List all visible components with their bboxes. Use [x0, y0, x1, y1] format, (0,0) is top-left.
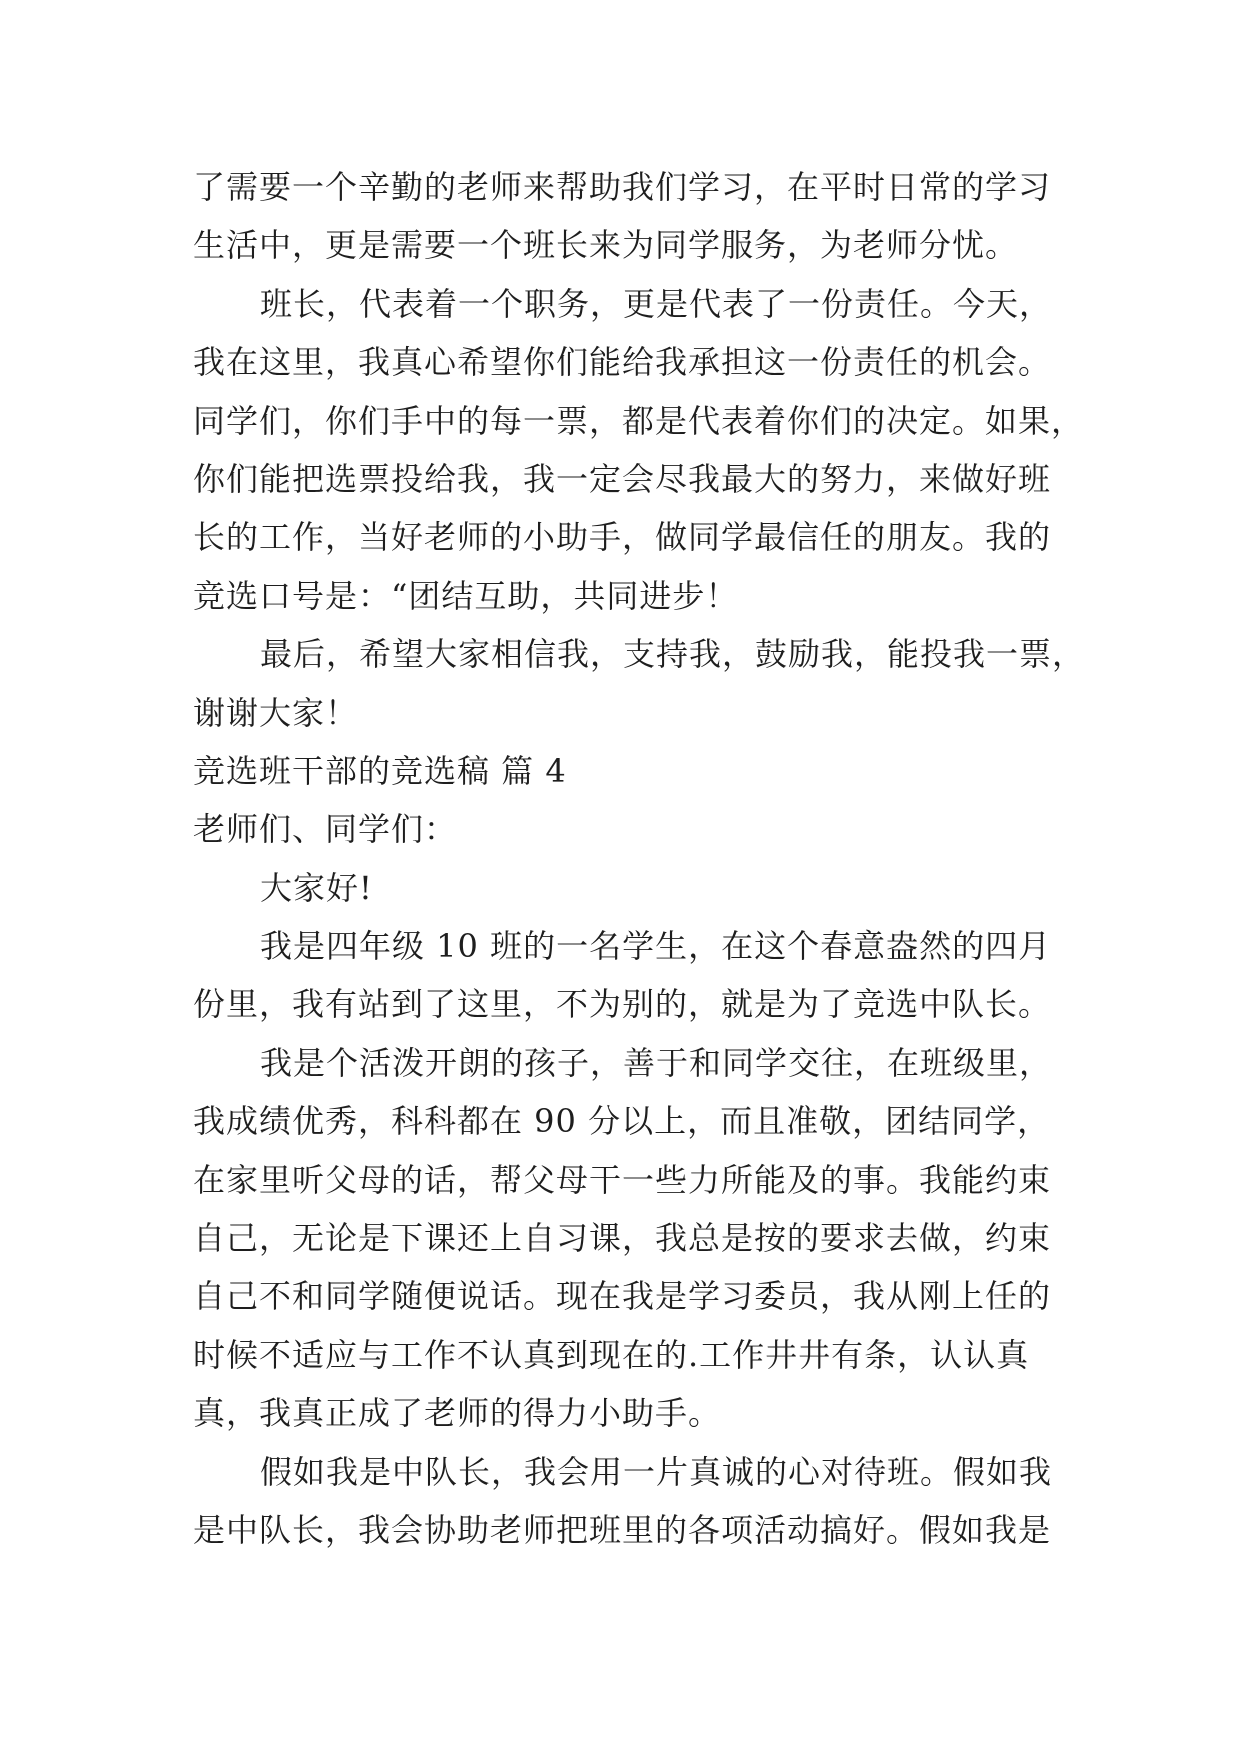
- text-line: 你们能把选票投给我，我一定会尽我最大的努力，来做好班: [193, 459, 1052, 498]
- salutation: 老师们、同学们：: [193, 810, 458, 849]
- text-line: 了需要一个辛勤的老师来帮助我们学习，在平时日常的学习: [193, 168, 1052, 206]
- paragraph-first-line: 假如我是中队长，我会用一片真诚的心对待班。假如我: [260, 1452, 1053, 1491]
- text-line: 竞选口号是：“团结互助，共同进步！: [193, 576, 739, 615]
- text-line: 谢谢大家！: [193, 693, 359, 732]
- paragraph-first-line: 班长，代表着一个职务，更是代表了一份责任。今天，: [260, 284, 1053, 323]
- text-line: 自己不和同学随便说话。现在我是学习委员，我从刚上任的: [193, 1277, 1052, 1316]
- text-line: 长的工作，当好老师的小助手，做同学最信任的朋友。我的: [193, 518, 1052, 557]
- text-line: 份里，我有站到了这里，不为别的，就是为了竞选中队长。: [193, 985, 1052, 1024]
- text-line: 我成绩优秀，科科都在 90 分以上，而且准敬，团结同学，: [193, 1102, 1051, 1141]
- section-heading: 竞选班干部的竞选稿 篇 4: [193, 751, 567, 790]
- text-line: 时候不适应与工作不认真到现在的.工作井井有条，认认真: [193, 1335, 1030, 1374]
- document-body: [193, 158, 1093, 1559]
- text-line: 在家里听父母的话，帮父母干一些力所能及的事。我能约束: [193, 1160, 1052, 1199]
- paragraph-first-line: 我是四年级 10 班的一名学生，在这个春意盎然的四月: [260, 927, 1052, 966]
- text-line: 自己，无论是下课还上自习课，我总是按的要求去做，约束: [193, 1219, 1052, 1258]
- paragraph-first-line: 我是个活泼开朗的孩子，善于和同学交往，在班级里，: [260, 1043, 1053, 1082]
- text-line: 是中队长，我会协助老师把班里的各项活动搞好。假如我是: [193, 1510, 1052, 1549]
- paragraph-first-line: 最后，希望大家相信我，支持我，鼓励我，能投我一票，: [260, 635, 1086, 674]
- text-line: 真，我真正成了老师的得力小助手。: [193, 1394, 722, 1433]
- greeting-line: 大家好!: [260, 868, 373, 907]
- text-line: 我在这里，我真心希望你们能给我承担这一份责任的机会。: [193, 343, 1052, 382]
- text-line: 生活中，更是需要一个班长来为同学服务，为老师分忧。: [193, 226, 1019, 265]
- text-line: 同学们，你们手中的每一票，都是代表着你们的决定。如果，: [193, 401, 1085, 440]
